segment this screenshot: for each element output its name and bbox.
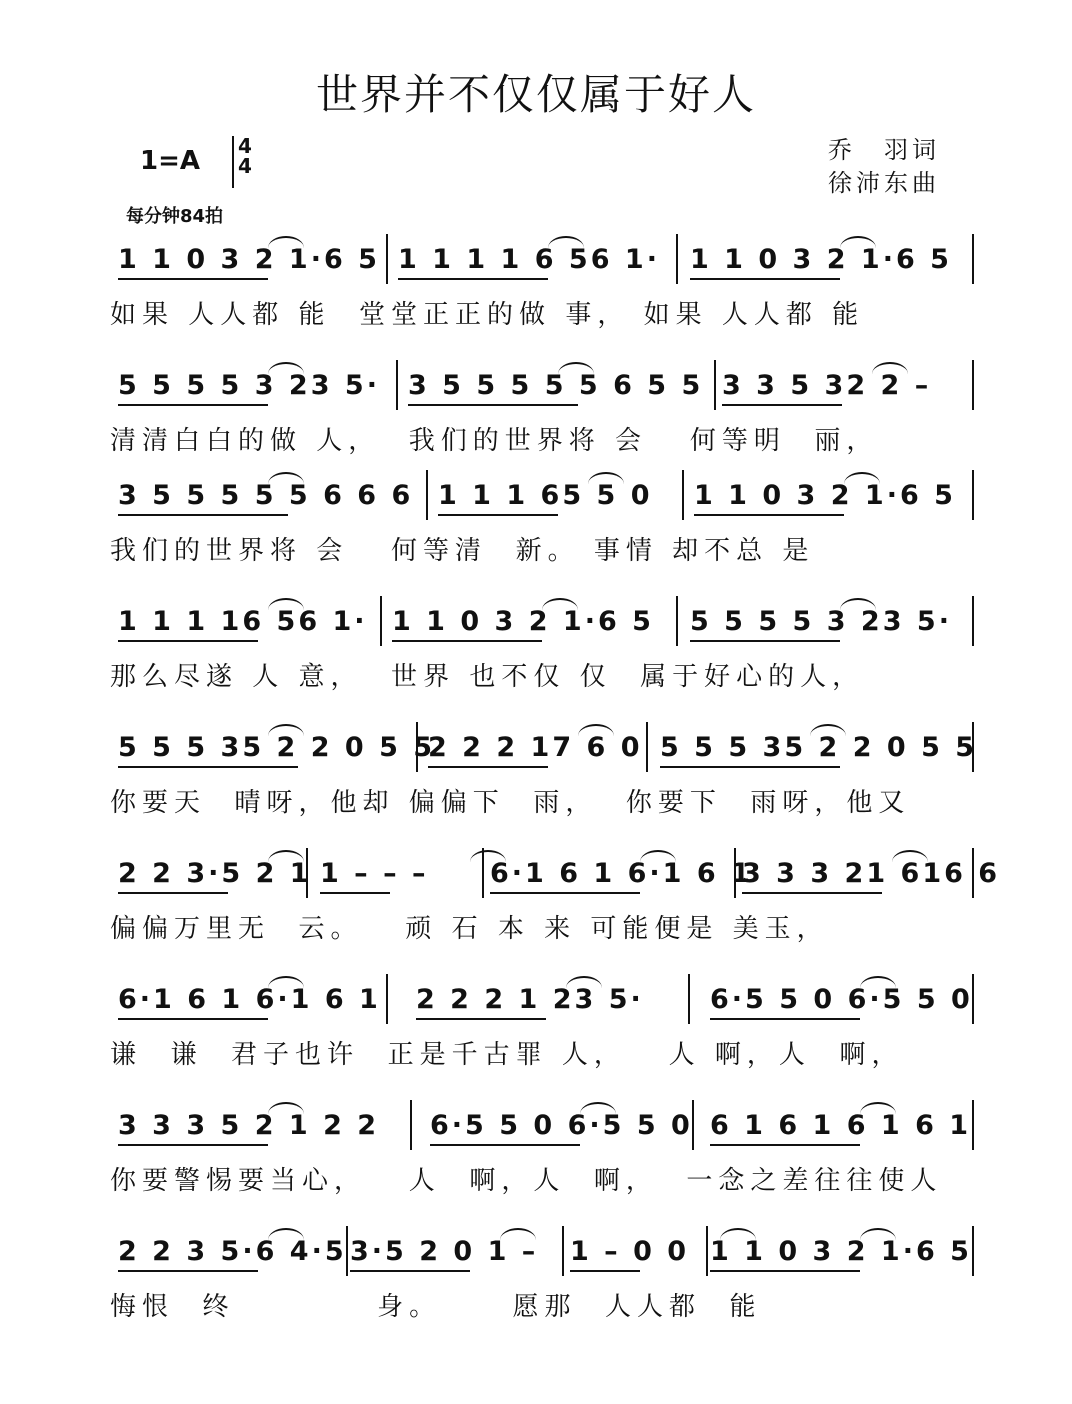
bar-line xyxy=(562,1226,564,1276)
measure-notes: 3·5 2 0 1 – xyxy=(350,1236,539,1267)
measure-notes: 1 1 0 3 2 1·6 5 xyxy=(392,606,654,637)
beam-line xyxy=(118,640,258,642)
slur xyxy=(810,724,846,736)
bar-line xyxy=(306,848,308,898)
bar-line xyxy=(682,470,684,520)
bar-line xyxy=(972,470,974,520)
bar-line xyxy=(972,1226,974,1276)
notation-line xyxy=(110,362,970,402)
slur xyxy=(840,598,876,610)
music-row xyxy=(110,1228,980,1348)
beam-line xyxy=(118,514,288,516)
music-row xyxy=(110,976,980,1096)
beam-line xyxy=(118,766,298,768)
measure-notes: 5 5 5 35 2 2 0 5 5 xyxy=(660,732,978,763)
beam-line xyxy=(710,1144,860,1146)
measure-notes: 1 1 0 3 2 1·6 5 xyxy=(690,244,952,275)
measure-notes: 1 – 0 0 xyxy=(570,1236,690,1267)
measure-notes: 1 1 1 65 5 0 xyxy=(438,480,653,511)
key-signature: 1=A xyxy=(140,146,200,176)
measure-notes: 2 2 2 1 23 5· xyxy=(416,984,644,1015)
bar-line xyxy=(972,234,974,284)
beam-line xyxy=(408,404,578,406)
measure-notes: 5 5 5 35 2 2 0 5 5 xyxy=(118,732,436,763)
music-row xyxy=(110,850,1001,970)
slur xyxy=(578,724,614,736)
measure-notes: 5 5 5 5 3 23 5· xyxy=(118,370,380,401)
measure-notes: 1 1 0 3 2 1·6 5 xyxy=(694,480,956,511)
beam-line xyxy=(118,1144,268,1146)
slur xyxy=(844,472,880,484)
measure-notes: 6·1 6 1 6·1 6 1 xyxy=(118,984,381,1015)
bar-line xyxy=(386,974,388,1024)
beam-line xyxy=(742,892,882,894)
bar-line xyxy=(688,974,690,1024)
beam-line xyxy=(490,892,640,894)
beam-line xyxy=(118,1270,258,1272)
lyric-line: 如果 人人都 能 堂堂正正的做 事， 如果 人人都 能 xyxy=(110,300,865,330)
beam-line xyxy=(430,1144,580,1146)
notation-line xyxy=(110,1228,970,1268)
beam-line xyxy=(118,892,228,894)
lyric-line: 谦 谦 君子也许 正是千古罪 人， 人 啊，人 啊， xyxy=(110,1040,904,1070)
beam-line xyxy=(570,1270,640,1272)
bar-line xyxy=(972,974,974,1024)
measure-notes: 3 5 5 5 5 5 6 5 5 xyxy=(408,370,704,401)
bar-line xyxy=(646,722,648,772)
slur xyxy=(860,1102,896,1114)
beam-line xyxy=(428,766,548,768)
slur xyxy=(860,976,896,988)
time-signature-bar xyxy=(232,136,234,188)
bar-line xyxy=(972,596,974,646)
bar-line xyxy=(676,234,678,284)
bar-line xyxy=(380,596,382,646)
slur xyxy=(542,598,578,610)
measure-notes: 2 2 2 17 6 0 xyxy=(428,732,643,763)
lyric-line: 你要警惕要当心， 人 啊，人 啊， 一念之差往往使人 xyxy=(110,1166,943,1196)
bar-line xyxy=(396,360,398,410)
slur xyxy=(892,850,928,862)
measure-notes: 2 2 3·5 2 1 xyxy=(118,858,312,889)
slur xyxy=(268,850,304,862)
notation-line xyxy=(110,976,973,1016)
measure-notes: 6 1 6 1 6 1 6 1 xyxy=(710,1110,972,1141)
music-row xyxy=(110,236,980,356)
slur xyxy=(268,1228,304,1240)
music-row xyxy=(110,724,980,844)
slur xyxy=(268,472,304,484)
bar-line xyxy=(972,722,974,772)
bar-line xyxy=(972,1100,974,1150)
lyric-line: 你要天 晴呀，他却 偏偏下 雨， 你要下 雨呀，他又 xyxy=(110,788,911,818)
bar-line xyxy=(426,470,428,520)
measure-notes: 1 1 0 3 2 1·6 5 xyxy=(710,1236,972,1267)
bar-line xyxy=(346,1226,348,1276)
notation-line xyxy=(110,724,978,764)
measure-notes: 6·5 5 0 6·5 5 0 xyxy=(710,984,973,1015)
bar-line xyxy=(692,1100,694,1150)
slur xyxy=(640,850,676,862)
measure-notes: 3 3 3 21 616 6 xyxy=(742,858,1001,889)
beam-line xyxy=(350,1270,470,1272)
notation-line xyxy=(110,1102,970,1142)
time-signature-top: 4 xyxy=(238,134,252,158)
lyric-line: 那么尽遂 人 意， 世界 也不仅 仅 属于好心的人， xyxy=(110,662,865,692)
bar-line xyxy=(734,848,736,898)
bar-line xyxy=(410,1100,412,1150)
bar-line xyxy=(482,848,484,898)
slur xyxy=(872,362,908,374)
measure-notes: 3 5 5 5 5 5 6 6 6 xyxy=(118,480,414,511)
tempo-marking: 每分钟84拍 xyxy=(126,206,224,227)
time-signature xyxy=(232,136,258,176)
song-title: 世界并不仅仅属于好人 xyxy=(315,70,756,119)
beam-line xyxy=(118,1018,268,1020)
lyric-line: 悔恨 终 身。 愿那 人人都 能 xyxy=(110,1292,762,1322)
measure-notes: 3 3 5 32 2 – xyxy=(722,370,932,401)
notation-line xyxy=(110,850,1001,890)
measure-notes: 2 2 3 5·6 4·5 xyxy=(118,1236,347,1267)
measure-notes: 6·5 5 0 6·5 5 0 xyxy=(430,1110,693,1141)
slur xyxy=(580,1102,616,1114)
measure-notes: 1 1 1 1 6 56 1· xyxy=(398,244,660,275)
beam-line xyxy=(690,278,840,280)
slur xyxy=(268,598,304,610)
notation-line xyxy=(110,472,970,512)
music-row xyxy=(110,598,980,718)
beam-line xyxy=(710,1018,860,1020)
lyric-line: 我们的世界将 会 何等清 新。 事情 却不总 是 xyxy=(110,536,815,566)
bar-line xyxy=(972,848,974,898)
lyricist-credit: 乔 羽词 xyxy=(828,136,940,164)
beam-line xyxy=(438,514,558,516)
slur xyxy=(548,236,584,248)
beam-line xyxy=(690,640,840,642)
slur xyxy=(268,236,304,248)
beam-line xyxy=(392,640,542,642)
slur xyxy=(558,362,594,374)
lyric-line: 偏偏万里无 云。 顽 石 本 来 可能便是 美玉， xyxy=(110,914,829,944)
slur xyxy=(588,472,624,484)
slur xyxy=(500,1228,536,1240)
music-row xyxy=(110,1102,980,1222)
beam-line xyxy=(694,514,844,516)
slur xyxy=(840,236,876,248)
slur xyxy=(268,724,304,736)
bar-line xyxy=(416,722,418,772)
time-signature-bottom: 4 xyxy=(238,154,252,178)
slur xyxy=(566,976,602,988)
beam-line xyxy=(398,278,548,280)
beam-line xyxy=(118,404,268,406)
bar-line xyxy=(386,234,388,284)
beam-line xyxy=(660,766,840,768)
lyric-line: 清清白白的做 人， 我们的世界将 会 何等明 丽， xyxy=(110,426,879,456)
beam-line xyxy=(118,278,268,280)
notation-line xyxy=(110,598,970,638)
beam-line xyxy=(722,404,842,406)
bar-line xyxy=(706,1226,708,1276)
measure-notes: 1 1 0 3 2 1·6 5 xyxy=(118,244,380,275)
slur xyxy=(268,1102,304,1114)
composer-credit: 徐沛东曲 xyxy=(828,169,940,197)
notation-line xyxy=(110,236,970,276)
beam-line xyxy=(416,1018,546,1020)
bar-line xyxy=(972,360,974,410)
slur xyxy=(268,976,304,988)
measure-notes: 1 – – – xyxy=(320,858,429,889)
slur xyxy=(860,1228,896,1240)
bar-line xyxy=(714,360,716,410)
music-row xyxy=(110,362,980,482)
measure-notes: 1 1 1 16 56 1· xyxy=(118,606,368,637)
bar-line xyxy=(676,596,678,646)
beam-line xyxy=(710,1270,860,1272)
measure-notes: 5 5 5 5 3 23 5· xyxy=(690,606,952,637)
music-row xyxy=(110,472,980,592)
measure-notes: 6·1 6 1 6·1 6 1 xyxy=(490,858,753,889)
beam-line xyxy=(320,892,390,894)
measure-notes: 3 3 3 5 2 1 2 2 xyxy=(118,1110,380,1141)
slur xyxy=(268,362,304,374)
